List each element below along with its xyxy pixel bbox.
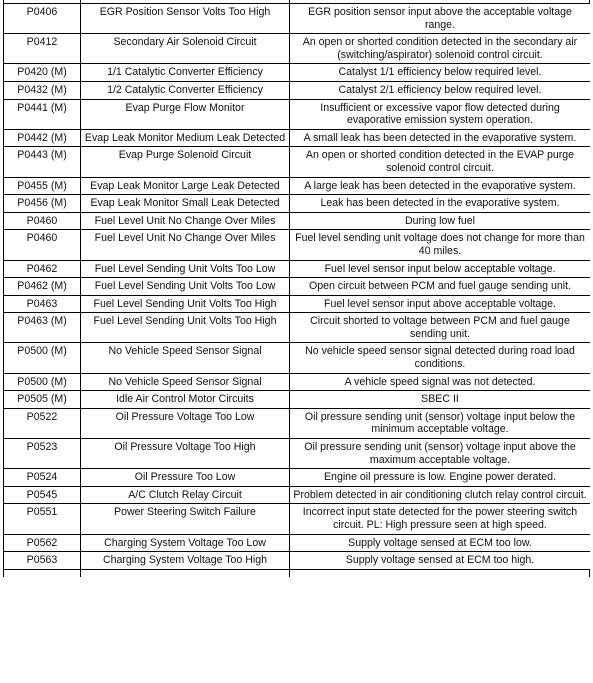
dtc-code-cell: P0522 <box>4 408 81 438</box>
description-cell: Problem detected in air conditioning clutch relay control circuit. <box>290 486 591 504</box>
table-row <box>4 34 591 64</box>
dtc-code-cell: P0500 (M) <box>4 343 81 373</box>
table-row <box>4 408 591 438</box>
description-cell: Engine oil pressure is low. Engine power derated. <box>290 469 591 487</box>
dtc-code-cell: P0460 <box>4 212 81 230</box>
table-row <box>4 313 591 343</box>
monitor-name-cell: 1/1 Catalytic Converter Efficiency <box>81 64 290 82</box>
monitor-name-cell: Fuel Level Unit No Change Over Miles <box>81 212 290 230</box>
dtc-code-cell: P0500 (M) <box>4 373 81 391</box>
dtc-code-cell: P0455 (M) <box>4 177 81 195</box>
description-cell: Catalyst 2/1 efficiency below required level. <box>290 81 591 99</box>
description-cell: During low fuel <box>290 212 591 230</box>
dtc-table <box>3 3 590 570</box>
table-row <box>4 195 591 213</box>
dtc-code-cell: P0563 <box>4 552 81 570</box>
table-row <box>4 486 591 504</box>
table-row <box>4 469 591 487</box>
description-cell: Fuel level sensor input above acceptable voltage. <box>290 295 591 313</box>
description-cell: Insufficient or excessive vapor flow detected during evaporative emission system operation. <box>290 99 591 129</box>
monitor-name-cell: Charging System Voltage Too High <box>81 552 290 570</box>
description-cell: An open or shorted condition detected in the EVAP purge solenoid control circuit. <box>290 147 591 177</box>
table-row <box>4 81 591 99</box>
column-divider <box>289 569 290 577</box>
table-row <box>4 99 591 129</box>
monitor-name-cell: EGR Position Sensor Volts Too High <box>81 4 290 34</box>
dtc-code-cell: P0462 <box>4 260 81 278</box>
monitor-name-cell: Oil Pressure Voltage Too Low <box>81 408 290 438</box>
monitor-name-cell: Charging System Voltage Too Low <box>81 534 290 552</box>
table-row <box>4 230 591 260</box>
table-row <box>4 147 591 177</box>
table-bottom-continuation <box>3 569 590 577</box>
table-row <box>4 177 591 195</box>
dtc-code-cell: P0460 <box>4 230 81 260</box>
monitor-name-cell: 1/2 Catalytic Converter Efficiency <box>81 81 290 99</box>
description-cell: A large leak has been detected in the evaporative system. <box>290 177 591 195</box>
dtc-code-cell: P0551 <box>4 504 81 534</box>
monitor-name-cell: Fuel Level Sending Unit Volts Too High <box>81 295 290 313</box>
dtc-code-cell: P0562 <box>4 534 81 552</box>
description-cell: An open or shorted condition detected in the secondary air (switching/aspirator) solenoid control circuit. <box>290 34 591 64</box>
dtc-code-cell: P0420 (M) <box>4 64 81 82</box>
dtc-code-cell: P0463 <box>4 295 81 313</box>
monitor-name-cell: A/C Clutch Relay Circuit <box>81 486 290 504</box>
monitor-name-cell: Evap Leak Monitor Medium Leak Detected <box>81 129 290 147</box>
description-cell: Supply voltage sensed at ECM too low. <box>290 534 591 552</box>
table-row <box>4 534 591 552</box>
dtc-code-cell: P0524 <box>4 469 81 487</box>
dtc-code-cell: P0505 (M) <box>4 391 81 409</box>
dtc-code-cell: P0432 (M) <box>4 81 81 99</box>
dtc-code-cell: P0463 (M) <box>4 313 81 343</box>
dtc-code-cell: P0545 <box>4 486 81 504</box>
table-row <box>4 552 591 570</box>
monitor-name-cell: Evap Leak Monitor Large Leak Detected <box>81 177 290 195</box>
description-cell: Fuel level sensor input below acceptable voltage. <box>290 260 591 278</box>
description-cell: No vehicle speed sensor signal detected during road load conditions. <box>290 343 591 373</box>
description-cell: A vehicle speed signal was not detected. <box>290 373 591 391</box>
dtc-table-page <box>3 0 590 683</box>
monitor-name-cell: Fuel Level Sending Unit Volts Too Low <box>81 260 290 278</box>
table-row <box>4 343 591 373</box>
dtc-code-cell: P0442 (M) <box>4 129 81 147</box>
dtc-table-body <box>4 4 591 570</box>
monitor-name-cell: Oil Pressure Too Low <box>81 469 290 487</box>
dtc-code-cell: P0443 (M) <box>4 147 81 177</box>
monitor-name-cell: Fuel Level Sending Unit Volts Too Low <box>81 278 290 296</box>
description-cell: A small leak has been detected in the evaporative system. <box>290 129 591 147</box>
dtc-code-cell: P0412 <box>4 34 81 64</box>
description-cell: Oil pressure sending unit (sensor) voltage input above the maximum acceptable voltage. <box>290 439 591 469</box>
description-cell: Incorrect input state detected for the power steering switch circuit. PL: High pressure seen at high speed. <box>290 504 591 534</box>
table-row <box>4 391 591 409</box>
table-row <box>4 439 591 469</box>
monitor-name-cell: Oil Pressure Voltage Too High <box>81 439 290 469</box>
dtc-code-cell: P0406 <box>4 4 81 34</box>
monitor-name-cell: Power Steering Switch Failure <box>81 504 290 534</box>
description-cell: Catalyst 1/1 efficiency below required level. <box>290 64 591 82</box>
table-row <box>4 373 591 391</box>
description-cell: SBEC II <box>290 391 591 409</box>
monitor-name-cell: No Vehicle Speed Sensor Signal <box>81 373 290 391</box>
monitor-name-cell: Fuel Level Unit No Change Over Miles <box>81 230 290 260</box>
table-row <box>4 4 591 34</box>
table-row <box>4 64 591 82</box>
column-divider <box>80 569 81 577</box>
description-cell: Oil pressure sending unit (sensor) voltage input below the minimum acceptable voltage. <box>290 408 591 438</box>
description-cell: Supply voltage sensed at ECM too high. <box>290 552 591 570</box>
dtc-code-cell: P0523 <box>4 439 81 469</box>
description-cell: Circuit shorted to voltage between PCM and fuel gauge sending unit. <box>290 313 591 343</box>
dtc-code-cell: P0462 (M) <box>4 278 81 296</box>
monitor-name-cell: Evap Purge Flow Monitor <box>81 99 290 129</box>
monitor-name-cell: Idle Air Control Motor Circuits <box>81 391 290 409</box>
dtc-code-cell: P0456 (M) <box>4 195 81 213</box>
table-row <box>4 212 591 230</box>
monitor-name-cell: No Vehicle Speed Sensor Signal <box>81 343 290 373</box>
description-cell: Fuel level sending unit voltage does not change for more than 40 miles. <box>290 230 591 260</box>
table-row <box>4 278 591 296</box>
monitor-name-cell: Fuel Level Sending Unit Volts Too High <box>81 313 290 343</box>
dtc-code-cell: P0441 (M) <box>4 99 81 129</box>
monitor-name-cell: Evap Purge Solenoid Circuit <box>81 147 290 177</box>
monitor-name-cell: Evap Leak Monitor Small Leak Detected <box>81 195 290 213</box>
monitor-name-cell: Secondary Air Solenoid Circuit <box>81 34 290 64</box>
description-cell: Leak has been detected in the evaporative system. <box>290 195 591 213</box>
table-row <box>4 295 591 313</box>
table-row <box>4 260 591 278</box>
table-row <box>4 129 591 147</box>
description-cell: Open circuit between PCM and fuel gauge sending unit. <box>290 278 591 296</box>
table-row <box>4 504 591 534</box>
description-cell: EGR position sensor input above the acceptable voltage range. <box>290 4 591 34</box>
